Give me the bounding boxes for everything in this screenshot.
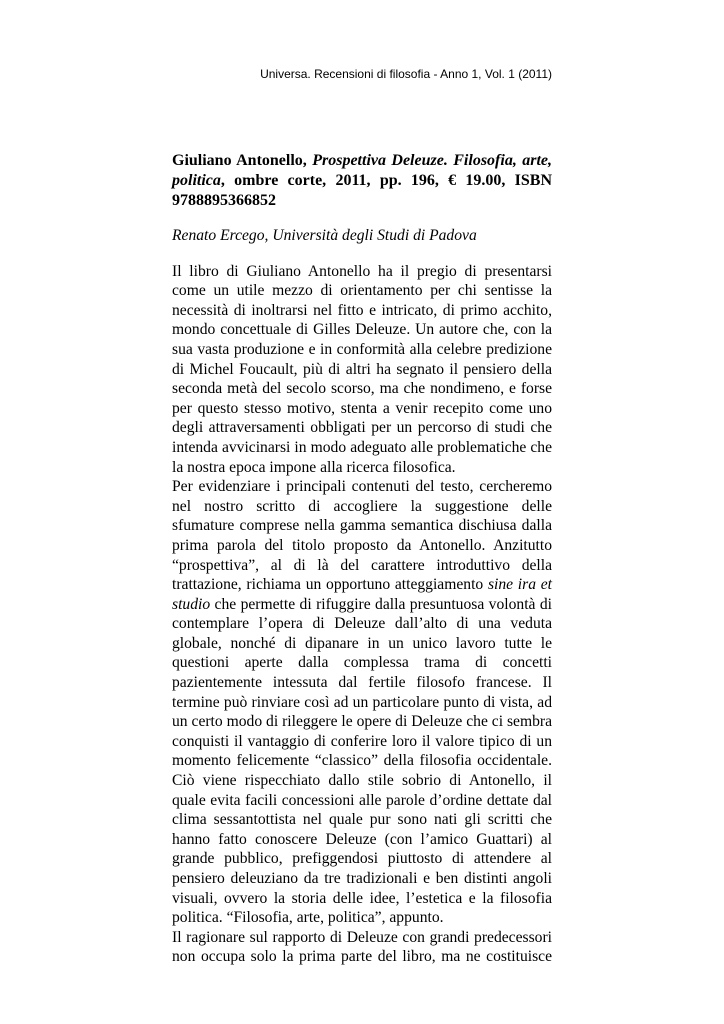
paragraph-2-emphasis: sine ira et studio: [172, 576, 552, 613]
paragraph-2-text-before: Per evidenziare i principali contenuti del testo, cercheremo nel nostro scritto di accogliere la suggestione delle sfumature comprese nella gamma semantica dischiusa dalla prima parola del titolo proposto da Antonello. Anzitutto “prospettiva”, al di là del carattere introduttivo della trattazione, richiama un opportuno atteggiamento: [172, 478, 552, 594]
review-body: [172, 262, 552, 967]
paragraph-3: Il ragionare sul rapporto di Deleuze con grandi predecessori non occupa solo la prima parte del libro, ma ne costituisce: [172, 928, 552, 966]
book-details: , ombre corte, 2011, pp. 196, € 19.00, ISBN 9788895366852: [172, 172, 552, 209]
paragraph-2-text-after: che permette di rifuggire dalla presuntuosa volontà di contemplare l’opera di Deleuze dall’alto di una veduta globale, nonché di dipanare in un unico lavoro tutte le questioni aperte dalla complessa trama di concetti pazientemente intessuta dal fertile filosofo francese. Il termine può rinviare così ad un particolare punto di vista, ad un certo modo di rileggere le opere di Deleuze che ci sembra conquisti il vantaggio di conferire loro il valore tipico di un momento felicemente “classico” della filosofia occidentale. Ciò viene rispecchiato dallo stile sobrio di Antonello, il quale evita facili concessioni alle parole d’ordine dettate dal clima sessantottista nel quale pur sono nati gli scritti che hanno fatto conoscere Deleuze (con l’amico Guattari) al grande pubblico, prefiggendosi piuttosto di attendere al pensiero deleuziano da tre tradizionali e ben distinti angoli visuali, ovvero la storia delle idee, l’estetica e la filosofia politica. “Filosofia, arte, politica”, appunto.: [172, 595, 552, 927]
running-header: Universa. Recensioni di filosofia - Anno 1, Vol. 1 (2011): [260, 67, 552, 81]
paragraph-2: [172, 477, 552, 928]
paragraph-1: Il libro di Giuliano Antonello ha il pregio di presentarsi come un utile mezzo di orientamento per chi sentisse la necessità di inoltrarsi nel fitto e intricato, di primo acchito, mondo concettuale di Gilles Deleuze. Un autore che, con la sua vasta produzione e in conformità alla celebre predizione di Michel Foucault, più di altri ha segnato il pensiero della seconda metà del secolo scorso, ma che nondimeno, e forse per questo stesso motivo, stenta a venir recepito come uno degli attraversamenti obbligati per un percorso di studi che intenda avvicinarsi in modo adeguato alle problematiche che la nostra epoca impone alla ricerca filosofica.: [172, 262, 552, 476]
reviewer-byline: Renato Ercego, Università degli Studi di Padova: [172, 227, 477, 244]
review-content: [172, 151, 552, 967]
book-author: Giuliano Antonello,: [172, 152, 307, 169]
book-title: Prospettiva Deleuze. Filosofia, arte, politica: [172, 152, 553, 189]
book-reference: [172, 151, 552, 211]
